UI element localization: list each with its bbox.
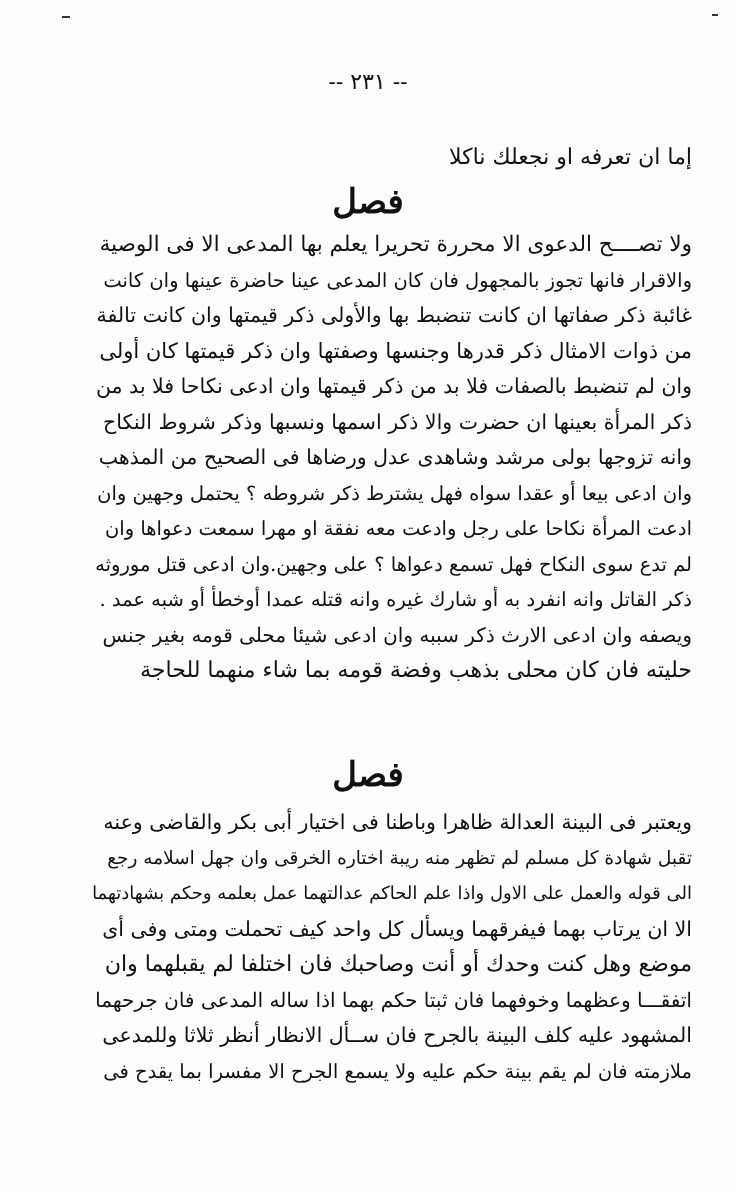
text-line: الى قوله والعمل على الاول واذا علم الحاكم عدالتهما عمل بعلمه وحكم بشهادتهما [92,883,692,904]
text-line: من ذوات الامثال ذكر قدرها وجنسها وصفتها وان ذكر قيمتها كان أولى [99,338,692,363]
text-line: وان لم تنضبط بالصفات فلا بد من ذكر قيمتها وان ادعى نكاحا فلا بد من [95,374,692,398]
text-line: ملازمته فان لم يقم بينة حكم عليه ولا يسمع الجرح الا مفسرا بما يقدح فى [103,1059,692,1083]
text-line: المشهود عليه كلف البينة بالجرح فان ســأل الانظار أنظر ثلاثا وللمدعى [102,1023,692,1047]
text-line: ادعت المرأة نكاحا على رجل وادعت معه نفقة او مهرا سمعت دعواها وان [104,517,692,540]
scan-mark [62,16,70,18]
text-line: غائبة ذكر صفاتها ان كانت تنضبط بها والأولى ذكر قيمتها وان كانت تالفة [96,303,692,327]
text-line: والاقرار فانها تجوز بالمجهول فان كان المدعى عينا حاضرة عينها وان كانت [103,268,692,292]
text-line: موضع وهل كنت وحدك أو أنت وصاحبك فان اختلفا لم يقبلهما وان [104,952,692,977]
page-number: -- ٢٣١ -- [328,70,408,95]
text-line: ويعتبر فى البينة العدالة ظاهرا وباطنا فى اختيار أبى بكر والقاضى وعنه [103,810,692,834]
scan-mark [712,14,718,16]
text-line: إما ان تعرفه او نجعلك ناكلا [449,145,692,170]
text-line: لم تدع سوى النكاح فهل تسمع دعواها ؟ على وجهين.وان ادعى قتل موروثه [95,552,692,576]
text-line: الا ان يرتاب بهما فيفرقهما ويسأل كل واحد كيف تحملت ومتى وفى أى [102,916,692,941]
text-line: ذكر المرأة بعينها ان حضرت والا ذكر اسمها ونسبها وذكر شروط النكاح [103,409,692,434]
section-heading: فصل [332,755,404,795]
text-line: اتفقـــا وعظهما وخوفهما فان ثبتا حكم بهما اذا ساله المدعى فان جرحهما [95,987,692,1012]
intro-line [92,140,692,176]
section-body [92,805,692,1089]
text-line: ذكر القاتل وانه انفرد به أو شارك غيره وانه قتله عمدا أوخطأ أو شبه عمد . [99,588,692,611]
text-line: ولا تصــــح الدعوى الا محررة تحريرا يعلم بها المدعى الا فى الوصية [99,232,692,257]
text-line: وان ادعى بيعا أو عقدا سواه فهل يشترط ذكر شروطه ؟ يحتمل وجهين وان [97,481,692,505]
text-line: تقبل شهادة كل مسلم لم تظهر منه ريبة اختاره الخرقى وان جهل اسلامه رجع [107,847,692,869]
section-body [92,227,692,689]
text-line: ويصفه وان ادعى الارث ذكر سببه وان ادعى شيئا محلى قومه بغير جنس [102,622,692,647]
text-line: حليته فان كان محلى بذهب وفضة قومه بما شاء منهما للحاجة [140,658,692,683]
text-line: وانه تزوجها بولى مرشد وشاهدى عدل ورضاها فى الصحيح من المذهب [98,445,692,469]
section-heading: فصل [332,182,404,222]
